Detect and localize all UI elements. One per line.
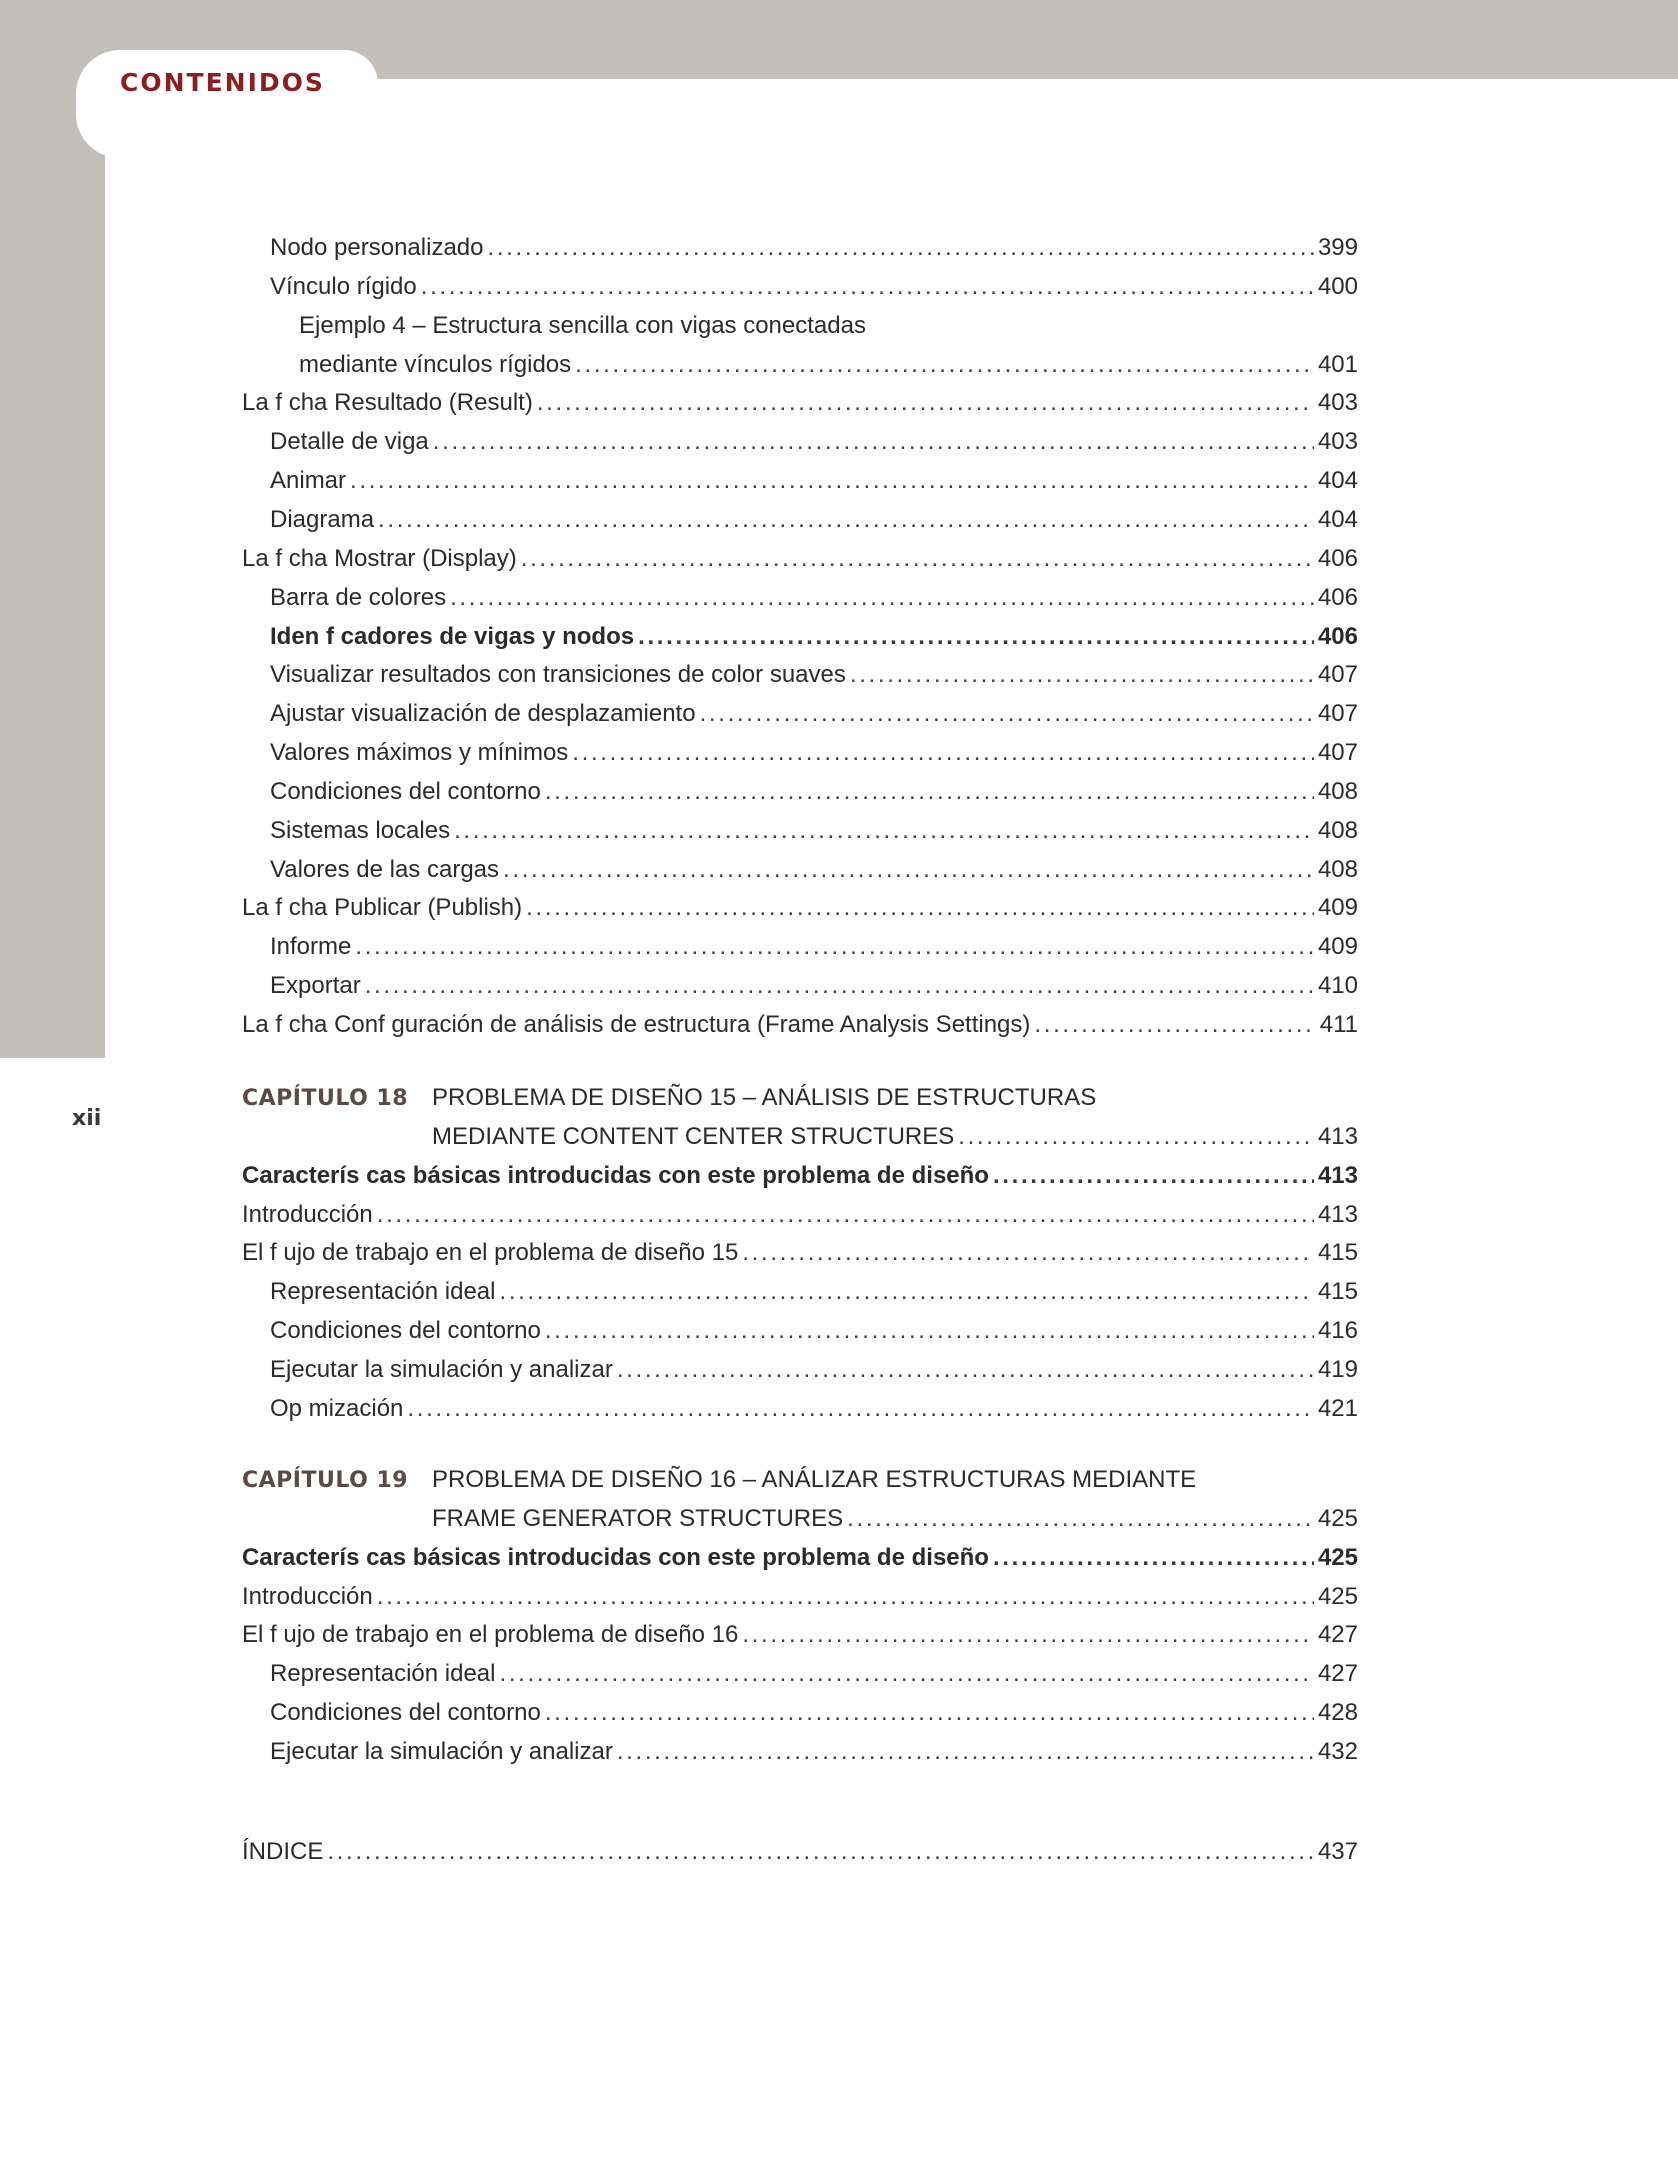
toc-entry bbox=[242, 1732, 1358, 1771]
toc-entry-page: 425 bbox=[1317, 1544, 1358, 1571]
toc-entry bbox=[242, 1350, 1358, 1389]
dot-leader bbox=[350, 461, 1314, 500]
toc-entry-title: Valores máximos y mínimos bbox=[270, 739, 569, 766]
dot-leader bbox=[545, 1693, 1314, 1732]
toc-entry-title: El f ujo de trabajo en el problema de diseño 16 bbox=[242, 1621, 739, 1648]
toc-entry-page: 399 bbox=[1317, 234, 1358, 261]
toc-entry-page: 408 bbox=[1317, 778, 1358, 805]
toc-entry bbox=[242, 1654, 1358, 1693]
toc-entry-page: 407 bbox=[1317, 661, 1358, 688]
toc-entry-page: 410 bbox=[1317, 972, 1358, 999]
toc-entry bbox=[242, 1272, 1358, 1311]
toc-entry-title: Detalle de viga bbox=[270, 428, 429, 455]
toc-entry-title: Condiciones del contorno bbox=[270, 778, 541, 805]
dot-leader bbox=[407, 1389, 1314, 1428]
chapter-label: CAPÍTULO 18 bbox=[242, 1086, 409, 1111]
dot-leader bbox=[377, 1195, 1314, 1234]
dot-leader bbox=[742, 1615, 1314, 1654]
dot-leader bbox=[700, 694, 1314, 733]
dot-leader bbox=[433, 422, 1314, 461]
dot-leader bbox=[487, 228, 1313, 267]
toc-entry bbox=[242, 539, 1358, 578]
dot-leader bbox=[1034, 1005, 1315, 1044]
toc-entry-page: 406 bbox=[1317, 584, 1358, 611]
dot-leader bbox=[575, 345, 1314, 384]
dot-leader bbox=[847, 1499, 1314, 1538]
toc-entry bbox=[242, 617, 1358, 656]
toc-entry bbox=[242, 966, 1358, 1005]
dot-leader bbox=[850, 655, 1314, 694]
toc-entry-page: 404 bbox=[1317, 506, 1358, 533]
toc-entry-title: Caracterís cas básicas introducidas con este problema de diseño bbox=[242, 1162, 989, 1189]
toc-entry bbox=[242, 1156, 1358, 1195]
toc-entry bbox=[242, 1311, 1358, 1350]
dot-leader bbox=[638, 617, 1314, 656]
toc-entry-title: Nodo personalizado bbox=[270, 234, 484, 261]
dot-leader bbox=[617, 1350, 1314, 1389]
toc-entry bbox=[242, 655, 1358, 694]
toc-entry bbox=[242, 1577, 1358, 1616]
toc-entry-title: Animar bbox=[270, 467, 347, 494]
toc-entry-title: Ejecutar la simulación y analizar bbox=[270, 1738, 613, 1765]
toc-entry bbox=[242, 1233, 1358, 1272]
toc-entry bbox=[242, 1538, 1358, 1577]
toc-entry-title: Ejecutar la simulación y analizar bbox=[270, 1356, 613, 1383]
dot-leader bbox=[421, 267, 1314, 306]
dot-leader bbox=[572, 733, 1314, 772]
toc-entry-page: 415 bbox=[1317, 1239, 1358, 1266]
toc-entry-page: 409 bbox=[1317, 933, 1358, 960]
dot-leader bbox=[365, 966, 1314, 1005]
toc-entry-page: 427 bbox=[1317, 1621, 1358, 1648]
toc-entry-page: 421 bbox=[1317, 1395, 1358, 1422]
header-tab bbox=[76, 50, 378, 158]
toc-entry-title: La f cha Conf guración de análisis de estructura (Frame Analysis Settings) bbox=[242, 1011, 1031, 1038]
toc-entry-page: 428 bbox=[1317, 1699, 1358, 1726]
dot-leader bbox=[526, 888, 1314, 927]
toc-entry-page: 427 bbox=[1317, 1660, 1358, 1687]
toc-entry-title: Sistemas locales bbox=[270, 817, 451, 844]
toc-entry-page: 406 bbox=[1317, 545, 1358, 572]
toc-entry bbox=[242, 267, 1358, 306]
toc-entry-page: 400 bbox=[1317, 273, 1358, 300]
dot-leader bbox=[377, 1577, 1314, 1616]
toc-entry-page: 416 bbox=[1317, 1317, 1358, 1344]
toc-entry-title: Introducción bbox=[242, 1201, 373, 1228]
toc-entry bbox=[242, 1693, 1358, 1732]
toc-entry-title: PROBLEMA DE DISEÑO 15 – ANÁLISIS DE ESTRUCTURAS bbox=[432, 1084, 1097, 1111]
toc-entry bbox=[242, 1615, 1358, 1654]
toc-entry-title: Condiciones del contorno bbox=[270, 1317, 541, 1344]
chapter-label: CAPÍTULO 19 bbox=[242, 1468, 409, 1493]
toc-entry-page: 409 bbox=[1317, 894, 1358, 921]
dot-leader bbox=[378, 500, 1314, 539]
toc-entry-page: 419 bbox=[1317, 1356, 1358, 1383]
toc-entry-title: Valores de las cargas bbox=[270, 856, 500, 883]
toc-entry bbox=[242, 422, 1358, 461]
toc-entry-title: El f ujo de trabajo en el problema de diseño 15 bbox=[242, 1239, 739, 1266]
toc-entry-page: 413 bbox=[1317, 1201, 1358, 1228]
toc-entry bbox=[242, 306, 1358, 345]
toc-entry-title: MEDIANTE CONTENT CENTER STRUCTURES bbox=[432, 1123, 955, 1150]
toc-entry bbox=[242, 345, 1358, 384]
toc-entry bbox=[242, 733, 1358, 772]
side-band bbox=[0, 0, 105, 1058]
toc-entry-page: 403 bbox=[1317, 389, 1358, 416]
toc-entry bbox=[242, 811, 1358, 850]
dot-leader bbox=[537, 383, 1314, 422]
toc-entry bbox=[242, 772, 1358, 811]
dot-leader bbox=[450, 578, 1314, 617]
toc-entry-page: 425 bbox=[1317, 1505, 1358, 1532]
toc-entry-title: La f cha Resultado (Result) bbox=[242, 389, 533, 416]
toc-entry-page: 415 bbox=[1317, 1278, 1358, 1305]
dot-leader bbox=[454, 811, 1314, 850]
toc-entry-title: Caracterís cas básicas introducidas con este problema de diseño bbox=[242, 1544, 989, 1571]
dot-leader bbox=[993, 1156, 1314, 1195]
toc-entry-title: Visualizar resultados con transiciones de color suaves bbox=[270, 661, 846, 688]
toc-entry bbox=[242, 1195, 1358, 1234]
chapter-heading bbox=[242, 1460, 1358, 1499]
toc-entry-page: 425 bbox=[1317, 1583, 1358, 1610]
toc-entry-page: 408 bbox=[1317, 817, 1358, 844]
toc-entry-title: Diagrama bbox=[270, 506, 375, 533]
dot-leader bbox=[499, 1272, 1313, 1311]
toc-entry-title: Op mización bbox=[270, 1395, 404, 1422]
dot-leader bbox=[742, 1233, 1314, 1272]
dot-leader bbox=[545, 1311, 1314, 1350]
toc-entry bbox=[242, 1389, 1358, 1428]
toc-entry-title: La f cha Mostrar (Display) bbox=[242, 545, 517, 572]
toc-entry bbox=[242, 927, 1358, 966]
chapter-heading bbox=[242, 1078, 1358, 1117]
toc-entry-page: 403 bbox=[1317, 428, 1358, 455]
toc-entry-title: mediante vínculos rígidos bbox=[299, 351, 572, 378]
dot-leader bbox=[499, 1654, 1313, 1693]
toc-entry-page: 407 bbox=[1317, 700, 1358, 727]
toc-entry-title: Iden f cadores de vigas y nodos bbox=[270, 623, 635, 650]
toc-entry-title: ÍNDICE bbox=[242, 1838, 324, 1865]
dot-leader bbox=[503, 850, 1314, 889]
toc-entry-page: 413 bbox=[1317, 1162, 1358, 1189]
dot-leader bbox=[617, 1732, 1314, 1771]
toc-entry-title: FRAME GENERATOR STRUCTURES bbox=[432, 1505, 844, 1532]
toc-entry bbox=[242, 694, 1358, 733]
dot-leader bbox=[545, 772, 1314, 811]
toc-entry bbox=[242, 850, 1358, 889]
toc-entry-title: Exportar bbox=[270, 972, 361, 999]
toc-entry bbox=[242, 461, 1358, 500]
chapter-heading-continued bbox=[242, 1117, 1358, 1156]
toc-entry-title: Ejemplo 4 – Estructura sencilla con vigas conectadas bbox=[299, 312, 866, 339]
toc-entry-page: 407 bbox=[1317, 739, 1358, 766]
toc-entry-title: Vínculo rígido bbox=[270, 273, 417, 300]
toc-entry bbox=[242, 578, 1358, 617]
toc-entry-title: PROBLEMA DE DISEÑO 16 – ANÁLIZAR ESTRUCTURAS MEDIANTE bbox=[432, 1466, 1197, 1493]
toc-entry-page: 401 bbox=[1317, 351, 1358, 378]
dot-leader bbox=[521, 539, 1314, 578]
dot-leader bbox=[327, 1832, 1314, 1871]
dot-leader bbox=[958, 1117, 1314, 1156]
index-entry bbox=[242, 1832, 1358, 1871]
toc-entry bbox=[242, 228, 1358, 267]
toc-entry-title: Barra de colores bbox=[270, 584, 447, 611]
toc-entry-page: 406 bbox=[1317, 623, 1358, 650]
toc-entry bbox=[242, 1005, 1358, 1044]
toc-entry-title: La f cha Publicar (Publish) bbox=[242, 894, 523, 921]
toc-entry-title: Condiciones del contorno bbox=[270, 1699, 541, 1726]
header-title: CONTENIDOS bbox=[120, 68, 325, 97]
toc-entry-title: Representación ideal bbox=[270, 1278, 496, 1305]
dot-leader bbox=[993, 1538, 1314, 1577]
toc-entry-page: 404 bbox=[1317, 467, 1358, 494]
toc-entry bbox=[242, 383, 1358, 422]
toc-entry-page: 411 bbox=[1319, 1011, 1358, 1038]
toc-entry-page: 437 bbox=[1317, 1838, 1358, 1865]
toc-entry-title: Representación ideal bbox=[270, 1660, 496, 1687]
toc-entry-title: Introducción bbox=[242, 1583, 373, 1610]
page-number: xii bbox=[72, 1106, 102, 1131]
toc-entry-title: Ajustar visualización de desplazamiento bbox=[270, 700, 696, 727]
chapter-heading-continued bbox=[242, 1499, 1358, 1538]
dot-leader bbox=[355, 927, 1314, 966]
toc-entry-title: Informe bbox=[270, 933, 352, 960]
toc-entry bbox=[242, 500, 1358, 539]
toc-entry-page: 408 bbox=[1317, 856, 1358, 883]
toc-entry bbox=[242, 888, 1358, 927]
toc-entry-page: 432 bbox=[1317, 1738, 1358, 1765]
toc-entry-page: 413 bbox=[1317, 1123, 1358, 1150]
